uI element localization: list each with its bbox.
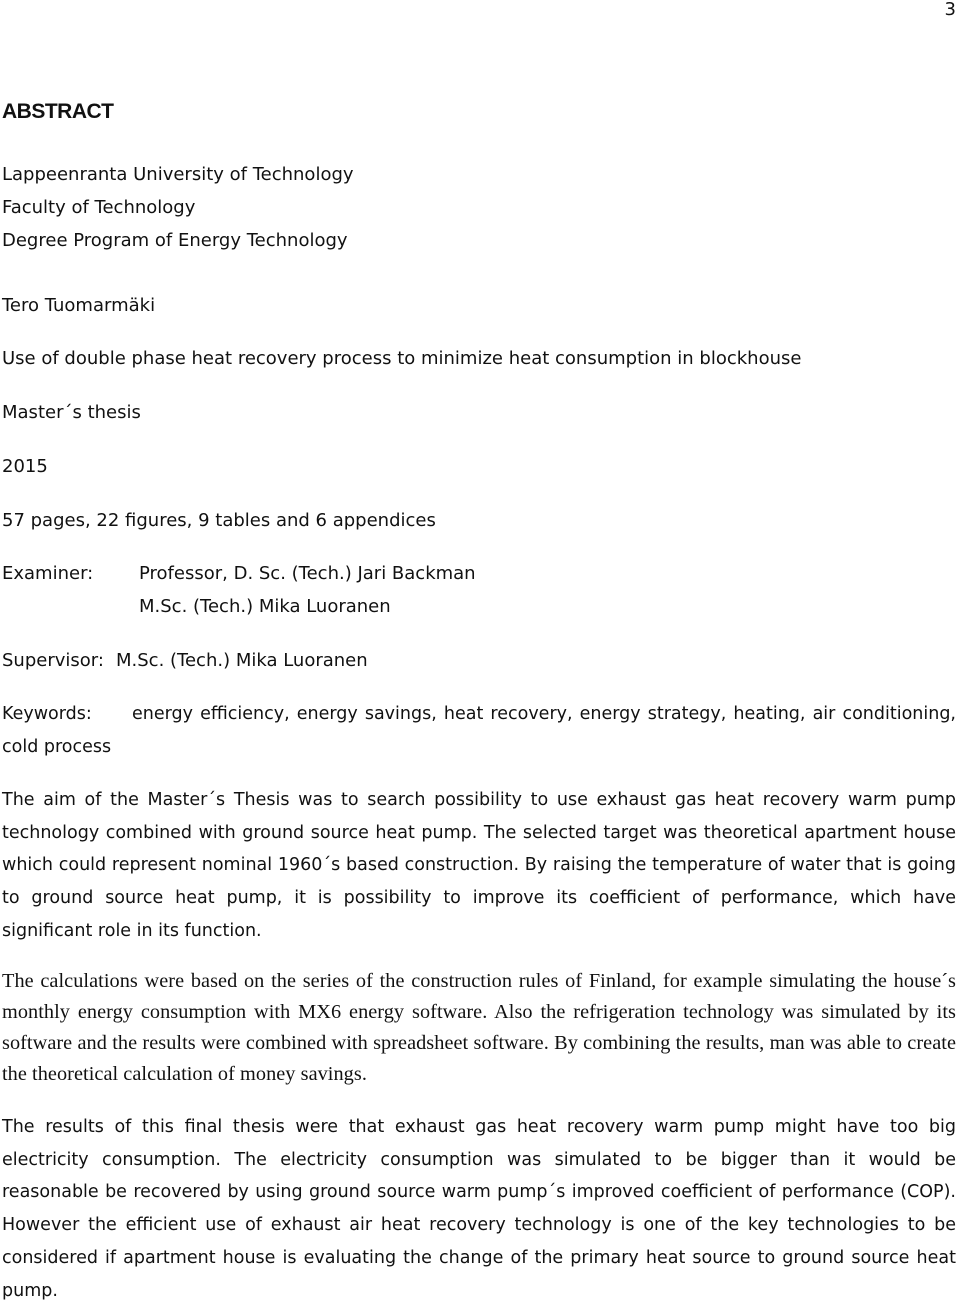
keywords-label: Keywords: <box>2 704 92 724</box>
abstract-paragraph-1: The aim of the Master´s Thesis was to search possibility to use exhaust gas heat recovery warm pump technology combined with ground source heat pump. The selected target was theoretical apartment house which could represent nominal 1960´s based construction. By raising the temperature of water that is going to ground source heat pump, it is possibility to improve its coefficient of performance, which have significant role in its function. <box>2 790 956 941</box>
abstract-paragraph-2: The calculations were based on the series of the construction rules of Finland, for example simulating the house´s monthly energy consumption with MX6 energy software. Also the refrigeration technology was simulated by its software and the results were combined with spreadsheet software. By combining the results, man was able to create the theoretical calculation of money savings. <box>2 970 956 1085</box>
abstract-paragraph-3: The results of this final thesis were that exhaust gas heat recovery warm pump might have too big electricity consumption. The electricity consumption was simulated to be bigger than it would be reasonable be recovered by using ground source warm pump´s improved coefficient of performance (COP). However the efficient use of exhaust air heat recovery technology is one of the key technologies to be considered if apartment house is evaluating the change of the primary heat source to ground source heat pump. <box>2 1117 956 1301</box>
examiner-name-2: M.Sc. (Tech.) Mika Luoranen <box>139 596 391 617</box>
supervisor-name: M.Sc. (Tech.) Mika Luoranen <box>116 650 368 671</box>
university: Lappeenranta University of Technology <box>2 164 354 185</box>
supervisor-label: Supervisor: <box>2 650 104 671</box>
keywords <box>2 698 956 763</box>
abstract-heading: ABSTRACT <box>2 100 114 123</box>
faculty: Faculty of Technology <box>2 197 196 218</box>
author: Tero Tuomarmäki <box>2 295 156 316</box>
examiner-name-1: Professor, D. Sc. (Tech.) Jari Backman <box>139 563 476 584</box>
degree-program: Degree Program of Energy Technology <box>2 230 348 251</box>
keywords-text: energy efficiency, energy savings, heat recovery, energy strategy, heating, air conditioning, cold process <box>2 704 956 757</box>
examiner-label: Examiner: <box>2 563 94 584</box>
page-number: 3 <box>944 0 956 20</box>
thesis-type: Master´s thesis <box>2 402 141 423</box>
thesis-title: Use of double phase heat recovery process to minimize heat consumption in blockhouse <box>2 348 802 369</box>
year: 2015 <box>2 456 48 477</box>
extent: 57 pages, 22 figures, 9 tables and 6 appendices <box>2 510 436 531</box>
